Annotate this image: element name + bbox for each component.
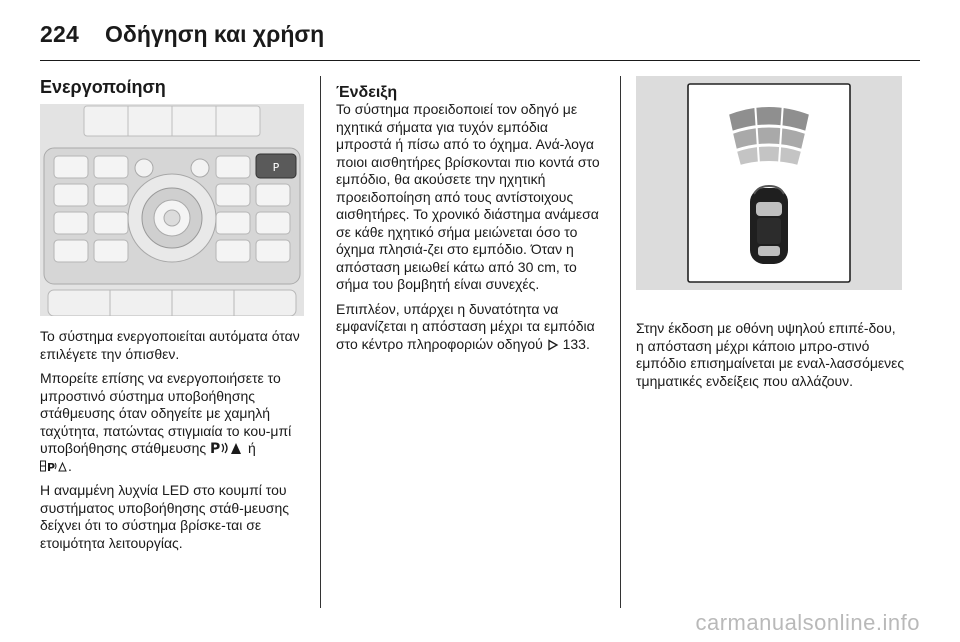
- park-assist-icon: [210, 441, 244, 455]
- center-console-figure: [40, 104, 304, 316]
- paragraph-driver-info-centre: [336, 301, 604, 356]
- paragraph-manual-activation-text: Μπορείτε επίσης να ενεργοποιήσετε το μπροστινό σύστημα υποβοήθησης στάθμευσης όταν οδηγείτε με χαμηλή ταχύτητα, πατώντας στιγμιαία το κου-μπί υποβοήθησης στάθμευσης: [40, 370, 292, 456]
- page-reference-link[interactable]: 133.: [562, 335, 590, 352]
- section-heading-indication: Ένδειξη: [336, 84, 398, 101]
- paragraph-auto-activation: Το σύστημα ενεργοποιείται αυτόματα όταν επιλέγετε την όπισθεν.: [40, 328, 300, 362]
- paragraph-or-word: ή: [247, 440, 256, 456]
- section-heading-activation: Ενεργοποίηση: [40, 77, 166, 97]
- park-assist-button-icon: [40, 459, 68, 473]
- page-header: [40, 14, 324, 54]
- column-display: [636, 76, 906, 397]
- header-rule: [40, 60, 920, 61]
- svg-text:P: P: [210, 441, 221, 455]
- column-divider-right: [620, 76, 621, 608]
- paragraph-high-level-display: Στην έκδοση με οθόνη υψηλού επιπέ-δου, η απόσταση μέχρι κάποιο μπρο-στινό εμπόδιο επισημαίνεται με εναλ-λασσόμενες τμηματικές ενδείξεις που αλλάζουν.: [636, 320, 905, 389]
- page-number: 224: [40, 20, 79, 47]
- watermark-text: carmanualsonline.info: [695, 610, 920, 635]
- svg-text:P: P: [272, 161, 280, 174]
- column-activation: [40, 76, 304, 559]
- distance-display-figure: [636, 76, 902, 290]
- paragraph-led-indicator: Η αναμμένη λυχνία LED στο κουμπί του συστήματος υποβοήθησης στάθ-μευσης δείχνει ότι το σύστημα βρίσκε-ται σε ετοιμότητα λειτουργίας.: [40, 482, 289, 551]
- column-indication: [336, 76, 604, 362]
- column-divider-left: [320, 76, 321, 608]
- cross-reference-arrow-icon: [547, 338, 559, 356]
- paragraph-audible-warning: Το σύστημα προειδοποιεί τον οδηγό με ηχητικά σήματα για τυχόν εμπόδια μπροστά ή πίσω από το όχημα. Ανά-λογα ποιοι αισθητήρες βρίσκονται πιο κοντά στο εμπόδιο, θα ακούσετε την ηχητική προειδοποίηση από τους αντίστοιχους αισθητήρες. Το χρονικό διάστημα ανάμεσα σε κάθε ηχητικό σήμα μειώνεται όσο το όχημα πλησιά-ζει στο εμπόδιο. Όταν η απόσταση μειωθεί κάτω από 30 cm, το σήμα του βομβητή είναι συνεχές.: [336, 101, 600, 292]
- center-console-illustration: [40, 104, 304, 316]
- distance-display-illustration: [636, 76, 902, 290]
- paragraph-manual-activation: Μπορείτε επίσης να ενεργοποιήσετε το μπροστινό σύστημα υποβοήθησης στάθμευσης όταν οδηγείτε με χαμηλή ταχύτητα, πατώντας στιγμιαία το κου-μπί υποβοήθησης στάθμευσης P ή P .: [40, 370, 292, 474]
- paragraph-driver-info-text: Επιπλέον, υπάρχει η δυνατότητα να εμφανίζεται η απόσταση μέχρι τα εμπόδια στο κέντρο πληροφοριών οδηγού: [336, 300, 595, 352]
- page-title: Οδήγηση και χρήση: [104, 20, 325, 47]
- car-top-view-icon: [750, 186, 788, 264]
- svg-text:P: P: [47, 460, 56, 473]
